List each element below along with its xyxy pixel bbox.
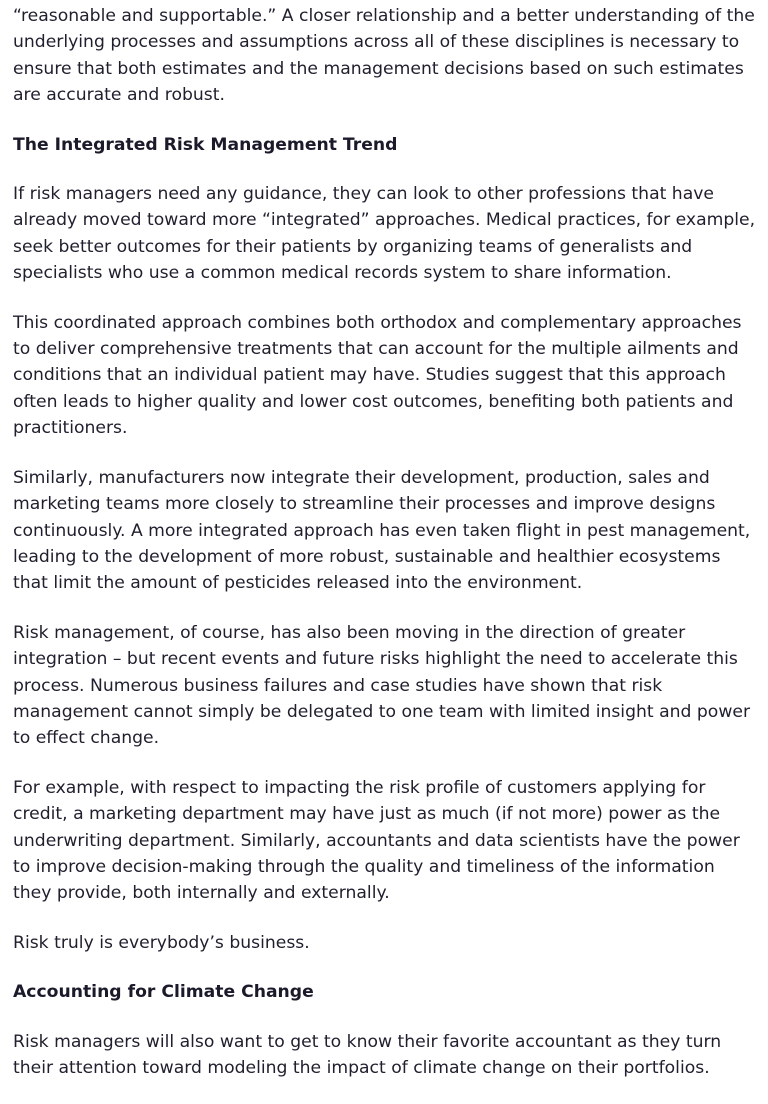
paragraph-guidance: If risk managers need any guidance, they can look to other professions that have already moved toward more “integrated” approaches. Medical practices, for example, seek better outcomes for their patients by organizing teams of generalists and specialists who use a common medical records system to share information. [13,184,756,284]
paragraph-everybodys-business: Risk truly is everybody’s business. [13,932,310,953]
paragraph-example-credit: For example, with respect to impacting the risk profile of customers applying for credit, a marketing department may have just as much (if not more) power as the underwriting department. Similarly, accountants and data scientists have the power to improve decision-making through the quality and timeliness of the information they provide, both internally and externally. [13,777,740,904]
paragraph-manufacturers: Similarly, manufacturers now integrate their development, production, sales and marketing teams more closely to streamline their processes and improve designs continuously. A more integrated approach has even taken flight in pest management, leading to the development of more robust, sustainable and healthier ecosystems that limit the amount of pesticides released into the environment. [13,467,751,594]
paragraph-coordinated-approach: This coordinated approach combines both orthodox and complementary approaches to deliver comprehensive treatments that can account for the multiple ailments and conditions that an individual patient may have. Studies suggest that this approach often leads to higher quality and lower cost outcomes, benefiting both patients and practitioners. [13,312,742,439]
paragraph-climate-accountant: Risk managers will also want to get to know their favorite accountant as they turn their attention toward modeling the impact of climate change on their portfolios. [13,1031,722,1078]
section-heading-climate-change: Accounting for Climate Change [13,982,314,1003]
paragraph-risk-management-integration: Risk management, of course, has also been moving in the direction of greater integration – but recent events and future risks highlight the need to accelerate this process. Numerous business failures and case studies have shown that risk management cannot simply be delegated to one team with limited insight and power to effect change. [13,622,751,749]
intro-paragraph: “reasonable and supportable.” A closer relationship and a better understanding of the underlying processes and assumptions across all of these disciplines is necessary to ensure that both estimates and the management decisions based on such estimates are accurate and robust. [13,6,755,106]
section-heading-integrated-risk: The Integrated Risk Management Trend [13,134,398,155]
article-body [13,3,758,1104]
